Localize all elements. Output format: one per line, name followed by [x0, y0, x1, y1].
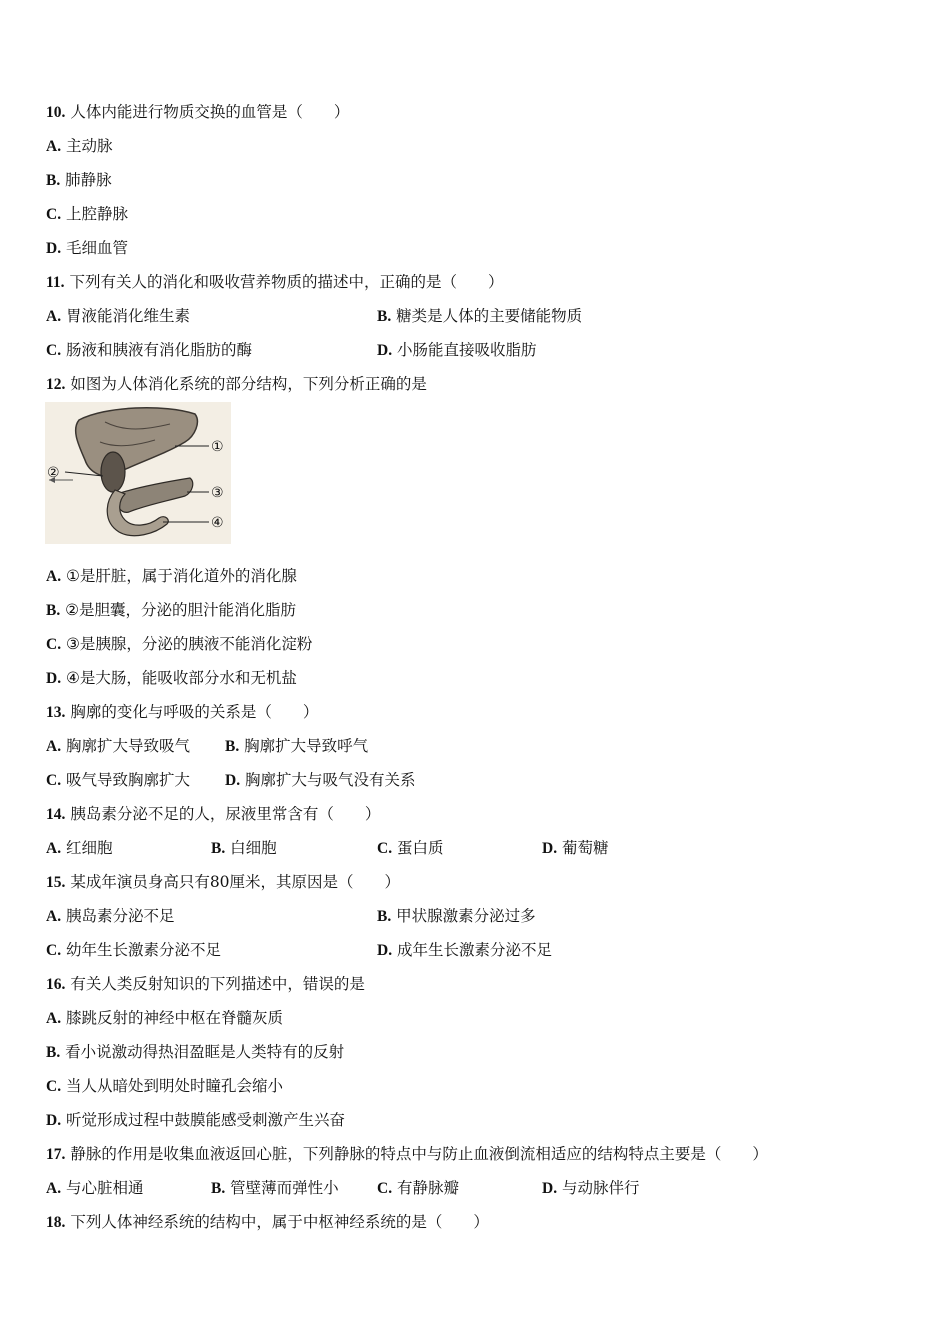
- q13-option-b: B. 胸廓扩大导致呼气: [225, 737, 369, 755]
- figure-label-2: ②: [47, 465, 60, 481]
- q14-option-d: D. 葡萄糖: [542, 839, 609, 857]
- q13-option-c: C. 吸气导致胸廓扩大: [46, 771, 191, 789]
- q10-option-c: C. 上腔静脉: [46, 205, 129, 223]
- figure-label-1: ①: [211, 439, 224, 455]
- q11-option-c: C. 肠液和胰液有消化脂肪的酶: [46, 341, 253, 359]
- q10-option-a: A. 主动脉: [46, 137, 113, 155]
- q16-option-c: C. 当人从暗处到明处时瞳孔会缩小: [46, 1077, 284, 1095]
- q10-option-b: B. 肺静脉: [46, 171, 112, 189]
- q10-option-d: D. 毛细血管: [46, 239, 129, 257]
- gallbladder-shape: [101, 452, 125, 492]
- figure-label-4: ④: [211, 515, 224, 531]
- q12-option-b: B. ②是胆囊，分泌的胆汁能消化脂肪: [46, 601, 297, 619]
- q14-option-b: B. 白细胞: [211, 839, 277, 857]
- q16-option-b: B. 看小说激动得热泪盈眶是人类特有的反射: [46, 1043, 345, 1061]
- q17-option-b: B. 管壁薄而弹性小: [211, 1179, 339, 1197]
- figure-label-3: ③: [211, 485, 224, 501]
- question-17-stem: 17. 静脉的作用是收集血液返回心脏，下列静脉的特点中与防止血液倒流相适应的结构特点主要是（ ）: [46, 1145, 768, 1163]
- question-10-stem: 10. 人体内能进行物质交换的血管是（ ）: [46, 103, 350, 121]
- q14-option-c: C. 蛋白质: [377, 839, 444, 857]
- question-13-stem: 13. 胸廓的变化与呼吸的关系是（ ）: [46, 703, 319, 721]
- q11-option-a: A. 胃液能消化维生素: [46, 307, 191, 325]
- question-18-stem: 18. 下列人体神经系统的结构中，属于中枢神经系统的是（ ）: [46, 1213, 489, 1231]
- q15-option-a: A. 胰岛素分泌不足: [46, 907, 175, 925]
- q17-option-a: A. 与心脏相通: [46, 1179, 144, 1197]
- q16-option-d: D. 听觉形成过程中鼓膜能感受刺激产生兴奋: [46, 1111, 346, 1129]
- question-16-stem: 16. 有关人类反射知识的下列描述中，错误的是: [46, 975, 365, 993]
- digestive-system-figure: [45, 402, 231, 544]
- q16-option-a: A. 膝跳反射的神经中枢在脊髓灰质: [46, 1009, 284, 1027]
- q12-option-c: C. ③是胰腺，分泌的胰液不能消化淀粉: [46, 635, 313, 653]
- question-15-stem: 15. 某成年演员身高只有80厘米，其原因是（ ）: [46, 873, 401, 891]
- q11-option-b: B. 糖类是人体的主要储能物质: [377, 307, 583, 325]
- q15-option-b: B. 甲状腺激素分泌过多: [377, 907, 536, 925]
- q13-option-a: A. 胸廓扩大导致吸气: [46, 737, 191, 755]
- q12-option-d: D. ④是大肠，能吸收部分水和无机盐: [46, 669, 297, 687]
- question-11-stem: 11. 下列有关人的消化和吸收营养物质的描述中，正确的是（ ）: [46, 273, 504, 291]
- question-12-stem: 12. 如图为人体消化系统的部分结构，下列分析正确的是: [46, 375, 427, 393]
- q13-option-d: D. 胸廓扩大与吸气没有关系: [225, 771, 416, 789]
- q17-option-d: D. 与动脉伴行: [542, 1179, 640, 1197]
- question-14-stem: 14. 胰岛素分泌不足的人，尿液里常含有（ ）: [46, 805, 381, 823]
- q15-option-c: C. 幼年生长激素分泌不足: [46, 941, 222, 959]
- q14-option-a: A. 红细胞: [46, 839, 113, 857]
- q15-option-d: D. 成年生长激素分泌不足: [377, 941, 553, 959]
- q17-option-c: C. 有静脉瓣: [377, 1179, 460, 1197]
- q11-option-d: D. 小肠能直接吸收脂肪: [377, 341, 537, 359]
- q12-option-a: A. ①是肝脏，属于消化道外的消化腺: [46, 567, 297, 585]
